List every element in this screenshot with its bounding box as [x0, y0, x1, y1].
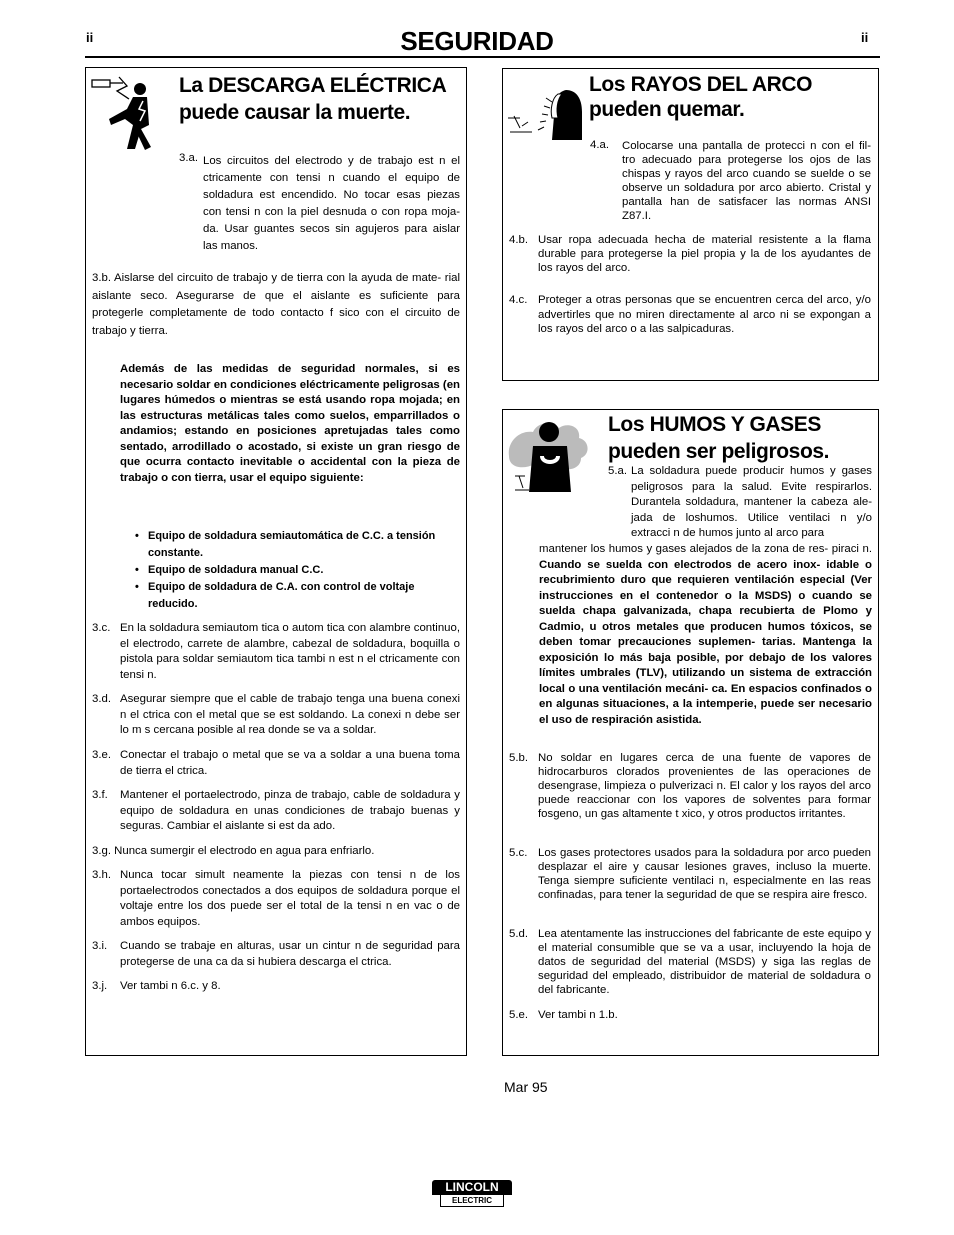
- item-3c-text: En la soldadura semiautom tica o autom tica con alambre continuo, el electrodo, carrete de alambre, cabezal de soldadura, boquilla o pistola para soldar semiautom tica tambi n est n el ctricamente con tensi n.: [120, 622, 460, 681]
- fumes-gases-icon: [507, 416, 605, 496]
- lincoln-electric-logo: [432, 1180, 512, 1208]
- electric-shock-title-line1: La DESCARGA ELÉCTRICA: [179, 74, 447, 97]
- item-3d-label: 3.d.: [92, 693, 111, 705]
- item-4c-text: Proteger a otras personas que se encuentren cerca del arco, y/o advertirles que no miren directamente al arco ni se expongan a los rayos del arco o a las salpicaduras.: [538, 294, 871, 335]
- item-3d-text: Asegurar siempre que el cable de trabajo tenga una buena conexi n el ctrica con el metal que se est soldando. La conexi n debe ser lo m s cercana posible al rea donde se va a soldar.: [120, 693, 460, 736]
- list-item: • Equipo de soldadura de C.A. con control de voltaje reducido.: [135, 581, 415, 610]
- item-5a-text-top: La soldadura puede producir humos y gases peligrosos para la salud. Evite respirarlos. Durantela soldadura, mantener la cabeza ale- jada de loshumos. Utilice ventilaci n y/o extracci n de humos junto al arco para: [631, 465, 872, 539]
- revision-date: Mar 95: [504, 1079, 548, 1095]
- item-4a-label: 4.a.: [590, 139, 609, 151]
- item-5a-text-body: [539, 542, 872, 728]
- arc-rays-title-line2: pueden quemar.: [589, 98, 745, 121]
- item-3h-label: 3.h.: [92, 869, 111, 881]
- item-3e-text: Conectar el trabajo o metal que se va a soldar a una buena toma de tierra el ctrica.: [120, 749, 460, 777]
- item-5a-text-mid: mantener los humos y gases alejados de la zona de res- piraci n.: [539, 543, 872, 555]
- item-4b-text: Usar ropa adecuada hecha de material resistente a la flama durable para protegerse la piel propia y la de los ayudantes de los rayos del arco.: [538, 234, 871, 274]
- item-3j-label: 3.j.: [92, 980, 108, 992]
- item-5b-label: 5.b.: [509, 752, 528, 764]
- page-title: SEGURIDAD: [400, 26, 554, 56]
- item-3c-label: 3.c.: [92, 622, 111, 634]
- fumes-title-line2: pueden ser peligrosos.: [608, 440, 830, 463]
- arc-rays-icon: [506, 88, 586, 144]
- arc-rays-title-line1: Los RAYOS DEL ARCO: [589, 73, 813, 96]
- electric-shock-icon: [89, 73, 159, 163]
- item-3i-text: Cuando se trabaje en alturas, usar un cintur n de seguridad para protegerse de una ca da si hubiera descarga el ctrica.: [120, 940, 460, 968]
- item-5d-text: Lea atentamente las instrucciones del fabricante de este equipo y el material consumible que se va a usar, incluyendo la hoja de datos de seguridad del material (MSDS) y siga las reglas de seguridad del empleado, distribuidor de material de soldadura o del fabricante.: [538, 928, 871, 996]
- item-3i-label: 3.i.: [92, 940, 108, 952]
- item-5e-text: Ver tambi n 1.b.: [538, 1009, 618, 1021]
- item-4a-text: Colocarse una pantalla de protecci n con el fil- tro adecuado para protegerse los ojos de las chispas y rayos del arco cuando se suelde o se observe un soldadura por arco abierto. Cristal y pantalla han de satisfacer las normas ANSI Z87.I.: [622, 140, 871, 222]
- item-3f-text: Mantener el portaelectrodo, pinza de trabajo, cable de soldadura y equipo de soldadura en unas condiciones de trabajo buenas y seguras. Cambiar el aislante si est da ado.: [120, 789, 460, 832]
- item-5d-label: 5.d.: [509, 928, 528, 940]
- item-3b-text: 3.b. Aislarse del circuito de trabajo y de tierra con la ayuda de mate- rial aislante seco. Asegurarse de que el aislante es suficiente para protegerle completamente de todo contacto f sico con el circuito de trabajo y tierra.: [92, 272, 460, 337]
- header-rule: [85, 56, 880, 58]
- page-number-left: ii: [86, 30, 94, 45]
- item-3f-label: 3.f.: [92, 789, 108, 801]
- item-5a-text-bold: Cuando se suelda con electrodos de acero inox- idable o recubrimiento duro que requieren ventilación especial (Ver instrucciones en el contenedor o la MSDS) o cuando se suelda chapa galvanizada, chapa recubierta de Plomo y Cadmio, u otros metales que producen humos tóxicos, se deben tomar precauciones suplemen- tarias. Mantenga la exposición lo más baja posible, por debajo de los valores límites umbrales (TLV), utilizando un sistema de extracción local o una ventilación mecáni- ca. En espacios confinados o en algunas situaciones, a la intemperie, puede ser necesario el uso de respiración asistida.: [539, 558, 872, 726]
- list-item: • Equipo de soldadura manual C.C.: [135, 564, 324, 576]
- item-5b-text: No soldar en lugares cerca de una fuente de vapores de hidrocarburos clorados provenientes de las operaciones de desengrase, limpieza o pulverizaci n. El calor y los rayos del arco puede reaccionar con los vapores de solventes para formar fosgeno, un gas altamente t xico, y otros productos irritantes.: [538, 752, 871, 820]
- item-4c-label: 4.c.: [509, 294, 528, 306]
- item-5a-label: 5.a.: [608, 465, 627, 477]
- item-3e-label: 3.e.: [92, 749, 111, 761]
- electric-shock-title-line2: puede causar la muerte.: [179, 101, 411, 124]
- fumes-title-line1: Los HUMOS Y GASES: [608, 413, 821, 436]
- item-3j-text: Ver tambi n 6.c. y 8.: [120, 980, 221, 992]
- item-3g-text: 3.g. Nunca sumergir el electrodo en agua para enfriarlo.: [92, 845, 375, 857]
- item-4b-label: 4.b.: [509, 234, 528, 246]
- item-5c-text: Los gases protectores usados para la soldadura por arco pueden desplazar el aire y causar lesiones graves, incluso la muerte. Tenga siempre suficiente ventilaci n, especialmente en las reas confinadas, para tener la seguridad de que se respira aire fresco.: [538, 847, 871, 901]
- item-5e-label: 5.e.: [509, 1009, 528, 1021]
- logo-bottom-text: ELECTRIC: [440, 1195, 504, 1207]
- list-item: • Equipo de soldadura semiautomática de C.C. a tensión constante.: [135, 530, 436, 559]
- equipment-list: [135, 528, 460, 613]
- item-3h-text: Nunca tocar simult neamente la piezas con tensi n de los portaelectrodos conectados a dos equipos de soldadura porque el voltaje entre los dos puede ser el total de la tensi n en vac o de ambos equipos.: [120, 869, 460, 928]
- warning-paragraph: Además de las medidas de seguridad normales, si es necesario soldar en condiciones eléctricamente peligrosas (en lugares húmedos o mientras se está usando ropa mojada; en las estructuras metálicas tales como suelos, emparrillados o andamios; estando en posiciones apretujadas tales como sentado, arrodillado o acostado, si existe un gran riesgo de que ocurra contacto inevitable o accidental con la pieza de trabajo o con tierra, usar el equipo siguiente:: [120, 363, 460, 484]
- page-number-right: ii: [861, 30, 869, 45]
- item-3a-text: Los circuitos del electrodo y de trabajo est n el ctricamente con tensi n cuando el equipo de soldadura est encendido. No tocar esas piezas con tensi n con la piel desnuda o con ropa moja- da. Usar guantes secos sin agujeros para aislar las manos.: [203, 155, 460, 252]
- item-3a-label: 3.a.: [179, 152, 198, 164]
- logo-top-text: LINCOLN: [432, 1180, 512, 1195]
- item-5c-label: 5.c.: [509, 847, 528, 859]
